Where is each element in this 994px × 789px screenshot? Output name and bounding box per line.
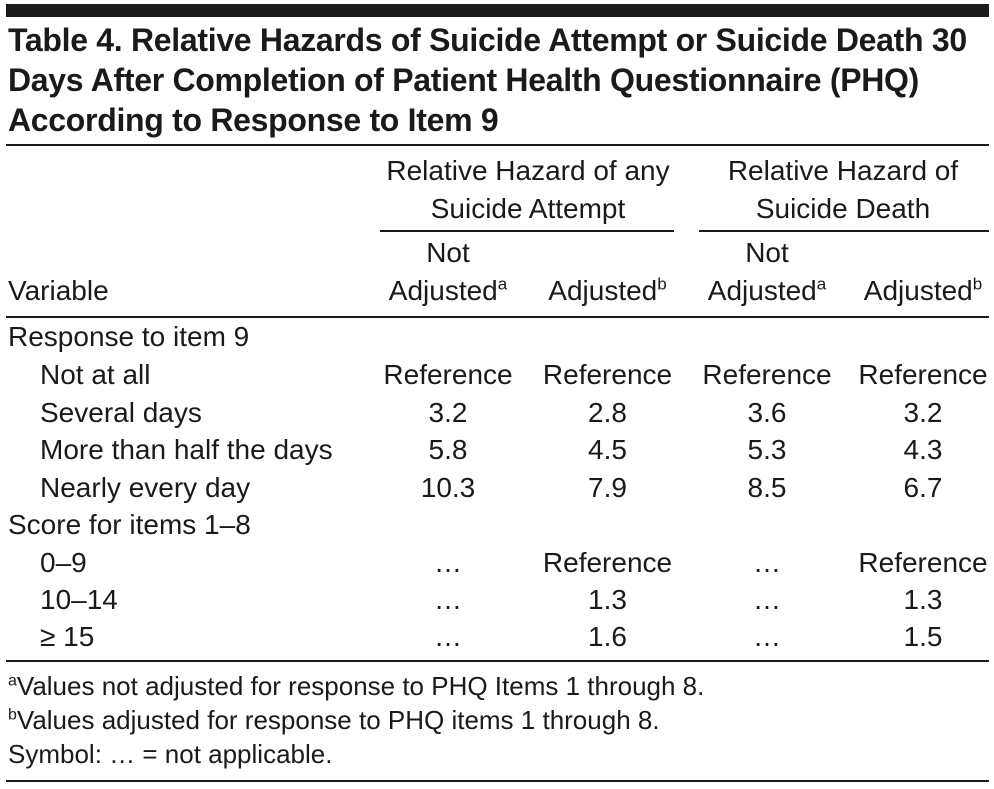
footer-rule — [6, 780, 989, 782]
group-header-death-line2: Suicide Death — [755, 193, 931, 224]
row-label: Several days — [40, 397, 202, 428]
table-cell: … — [434, 584, 462, 615]
table-cell: Reference — [702, 359, 832, 390]
col-header-attempt-not: Not — [426, 237, 470, 268]
table-cell: 6.7 — [903, 472, 943, 503]
table-cell: 2.8 — [588, 397, 627, 428]
col-header-death-not-adjusted: Adjusted$^a$ — [707, 274, 827, 306]
table-cell: Reference — [858, 547, 988, 578]
table-bottom-rule — [6, 660, 989, 662]
table-cell: 8.5 — [747, 472, 787, 503]
table-cell: 4.3 — [903, 434, 943, 465]
table-cell: 5.8 — [428, 434, 468, 465]
table-cell: 1.3 — [903, 584, 943, 615]
section-label: Score for items 1–8 — [8, 509, 251, 540]
row-label: ≥ 15 — [40, 621, 95, 652]
row-label: More than half the days — [40, 434, 333, 465]
table-cell: 3.6 — [747, 397, 787, 428]
table-title: Table 4. Relative Hazards of Suicide Attempt or Suicide Death 30 Days After Completion of Patient Health Questionnaire (PHQ) According to Response to Item 9 — [8, 22, 967, 138]
col-header-variable: Variable — [8, 275, 109, 306]
row-label: Nearly every day — [40, 472, 251, 503]
group-header-death-line1: Relative Hazard of — [727, 155, 959, 186]
table-cell: 7.9 — [588, 472, 627, 503]
footnote-a: $^a$Values not adjusted for response to PHQ Items 1 through 8. — [8, 671, 705, 701]
section-label: Response to item 9 — [8, 321, 250, 352]
col-header-attempt-adjusted: Adjusted$^b$ — [548, 274, 667, 306]
table-cell: … — [434, 547, 462, 578]
col-header-death-adjusted: Adjusted$^b$ — [863, 274, 983, 306]
table-cell: Reference — [542, 547, 673, 578]
header-top-rule — [6, 144, 989, 146]
table-cell: 4.5 — [588, 434, 627, 465]
table-cell: 1.3 — [588, 584, 627, 615]
row-label: Not at all — [40, 359, 151, 390]
group-rule-death — [699, 230, 989, 232]
top-rule — [6, 4, 989, 17]
table-cell: … — [753, 547, 781, 578]
table-cell: 3.2 — [428, 397, 468, 428]
table-cell: 10.3 — [420, 472, 476, 503]
table-cell: … — [434, 621, 462, 652]
row-label: 0–9 — [40, 547, 87, 578]
footnote-b: $^b$Values adjusted for response to PHQ items 1 through 8. — [8, 705, 660, 735]
table-cell: Reference — [383, 359, 513, 390]
table-cell: 1.6 — [588, 621, 627, 652]
table-cell: … — [753, 584, 781, 615]
table-cell: … — [753, 621, 781, 652]
group-rule-attempt — [380, 230, 674, 232]
table-cell: Reference — [542, 359, 673, 390]
table-cell: Reference — [858, 359, 988, 390]
table-cell: 5.3 — [747, 434, 787, 465]
col-header-attempt-not-adjusted: Adjusted$^a$ — [388, 274, 508, 306]
group-header-attempt-line2: Suicide Attempt — [430, 193, 626, 224]
footnote-symbol: Symbol: … = not applicable. — [8, 739, 333, 769]
col-header-death-not: Not — [745, 237, 789, 268]
table-cell: 1.5 — [903, 621, 943, 652]
row-label: 10–14 — [40, 584, 118, 615]
table-cell: 3.2 — [903, 397, 943, 428]
group-header-attempt-line1: Relative Hazard of any — [386, 155, 670, 186]
